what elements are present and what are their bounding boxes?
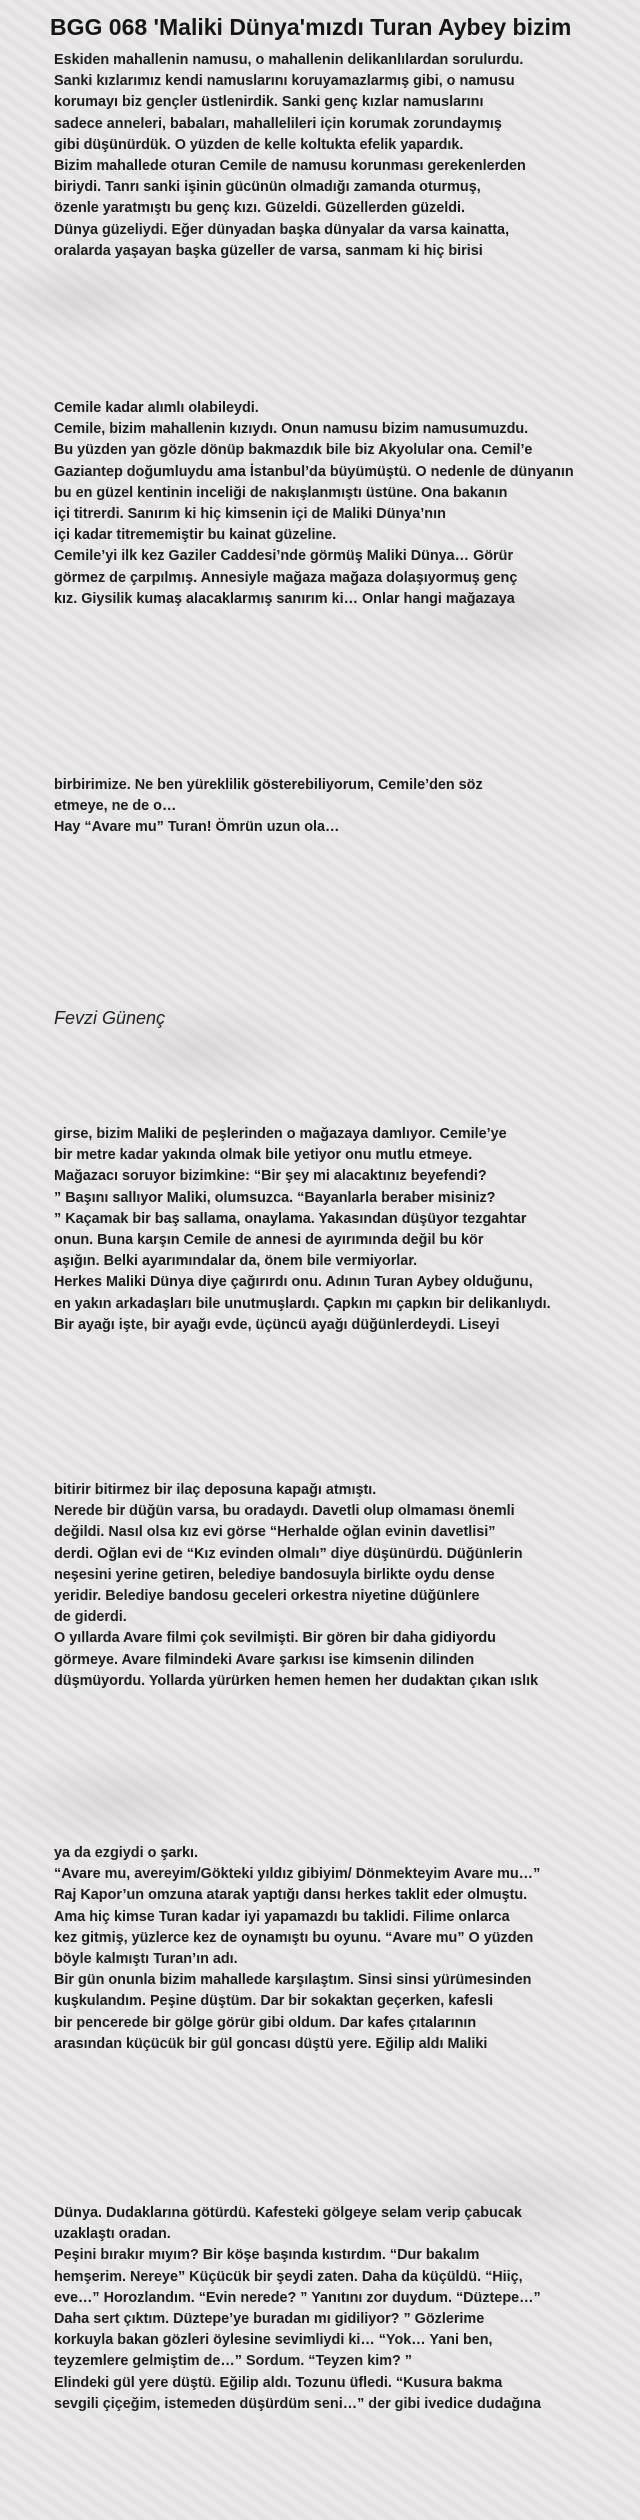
text-line: Nerede bir düğün varsa, bu oradaydı. Davetli olup olmaması önemli xyxy=(54,1503,515,1520)
text-line: O yıllarda Avare filmi çok sevilmişti. Bir gören bir daha gidiyordu xyxy=(54,1630,496,1647)
text-line: Hay “Avare mu” Turan! Ömrün uzun ola… xyxy=(54,819,340,836)
text-line: ” Başını sallıyor Maliki, olumsuzca. “Bayanlarla beraber misiniz? xyxy=(54,1189,496,1206)
text-line: Herkes Maliki Dünya diye çağırırdı onu. Adının Turan Aybey olduğunu, xyxy=(54,1274,533,1291)
text-line: değildi. Nasıl olsa kız evi görse “Herhalde oğlan evinin davetlisi” xyxy=(54,1524,496,1541)
text-line: hemşerim. Nereye” Küçücük bir şeydi zaten. Daha da küçüldü. “Hiiç, xyxy=(54,2268,523,2285)
paragraph-block-4 xyxy=(54,1124,640,1336)
text-line: Bizim mahallede oturan Cemile de namusu korunması gerekenlerden xyxy=(54,157,526,174)
text-line: neşesini yerine getiren, belediye bandosuyla birlikte oydu dense xyxy=(54,1566,495,1583)
text-line: içi titrerdi. Sanırım ki hiç kimsenin içi de Maliki Dünya’nın xyxy=(54,505,446,522)
text-line: böyle kalmıştı Turan’ın adı. xyxy=(54,1950,238,1967)
text-line: Dünya güzeliydi. Eğer dünyadan başka dünyalar da varsa kainatta, xyxy=(54,221,510,238)
article-title: BGG 068 'Maliki Dünya'mızdı Turan Aybey bizim xyxy=(50,14,572,40)
text-line: düşmüyordu. Yollarda yürürken hemen hemen her dudaktan çıkan ıslık xyxy=(54,1672,539,1689)
text-line: Mağazacı soruyor bizimkine: “Bir şey mi alacaktınız beyefendi? xyxy=(54,1168,487,1185)
text-line: Gaziantep doğumluydu ama İstanbul’da büyümüştü. O nedenle de dünyanın xyxy=(54,463,574,480)
text-line: birbirimize. Ne ben yüreklilik gösterebiliyorum, Cemile’den söz xyxy=(54,777,483,793)
text-line: Daha sert çıktım. Düztepe’ye buradan mı gidiliyor? ” Gözlerime xyxy=(54,2310,485,2327)
text-line: uzaklaştı oradan. xyxy=(54,2226,171,2243)
paragraph-block-7 xyxy=(54,2203,640,2415)
text-line: bir metre kadar yakında olmak bile yetiyor onu mutlu etmeye. xyxy=(54,1147,473,1164)
text-line: korumayı biz gençler üstlenirdik. Sanki genç kızlar namuslarını xyxy=(54,94,484,111)
text-line: kız. Giysilik kumaş alacaklarmış sanırım ki… Onlar hangi mağazaya xyxy=(54,590,515,607)
paragraph-block-3 xyxy=(54,775,640,839)
text-line: Bir gün onunla bizim mahallede karşılaştım. Sinsi sinsi yürümesinden xyxy=(54,1972,532,1989)
text-line: korkuyla bakan gözleri öylesine sevimliydi ki… “Yok… Yani ben, xyxy=(54,2332,493,2349)
text-line: Cemile’yi ilk kez Gaziler Caddesi’nde görmüş Maliki Dünya… Görür xyxy=(54,548,514,565)
text-line: Bu yüzden yan gözle dönüp bakmazdık bile biz Akyolular ona. Cemil’e xyxy=(54,442,533,459)
text-line: arasından küçücük bir gül goncası düştü yere. Eğilip aldı Maliki xyxy=(54,2035,488,2052)
text-line: kez gitmiş, yüzlerce kez de oynamıştı bu oyunu. “Avare mu” O yüzden xyxy=(54,1929,534,1946)
text-line: Cemile, bizim mahallenin kızıydı. Onun namusu bizim namusumuzdu. xyxy=(54,421,529,438)
text-line: gibi düşünürdük. O yüzden de kelle koltukta efelik yapardık. xyxy=(54,136,464,153)
text-line: Cemile kadar alımlı olabileydi. xyxy=(54,400,259,416)
text-line: derdi. Oğlan evi de “Kız evinden olmalı” diye düşünürdü. Düğünlerin xyxy=(54,1545,523,1562)
text-line: oralarda yaşayan başka güzeller de varsa, sanmam ki hiç birisi xyxy=(54,242,483,259)
paragraph-block-6 xyxy=(54,1843,640,2055)
text-line: teyzemlere gelmiştim de…” Sordum. “Teyzen kim? ” xyxy=(54,2353,413,2370)
text-line: görmeye. Avare filmindeki Avare şarkısı ise kimsenin dilinden xyxy=(54,1651,475,1668)
author-name: Fevzi Günenç xyxy=(54,1008,166,1028)
text-line: içi kadar titrememiştir bu kainat güzeline. xyxy=(54,527,337,544)
paragraph-block-2 xyxy=(54,398,640,610)
text-line: ya da ezgiydi o şarkı. xyxy=(54,1845,198,1861)
text-line: “Avare mu, avereyim/Gökteki yıldız gibiyim/ Dönmekteyim Avare mu…” xyxy=(54,1866,541,1883)
text-line: görmez de çarpılmış. Annesiyle mağaza mağaza dolaşıyormuş genç xyxy=(54,569,518,586)
text-line: bir pencerede bir gölge görür gibi oldum. Dar kafes çıtalarının xyxy=(54,2014,477,2031)
text-line: Sanki kızlarımız kendi namuslarını koruyamazlarmış gibi, o namusu xyxy=(54,73,515,90)
text-line: ” Kaçamak bir baş sallama, onaylama. Yakasından düşüyor tezgahtar xyxy=(54,1210,527,1227)
text-line: Dünya. Dudaklarına götürdü. Kafesteki gölgeye selam verip çabucak xyxy=(54,2205,522,2221)
text-line: bu en güzel kentinin inceliği de nakışlanmıştı üstüne. Ona bakanın xyxy=(54,484,508,501)
text-line: eve…” Horozlandım. “Evin nerede? ” Yanıtını zor duydum. “Düztepe…” xyxy=(54,2289,541,2306)
text-line: bitirir bitirmez bir ilaç deposuna kapağı atmıştı. xyxy=(54,1482,377,1498)
text-line: Eskiden mahallenin namusu, o mahallenin delikanlılardan sorulurdu. xyxy=(54,52,524,68)
text-line: kuşkulandım. Peşine düştüm. Dar bir sokaktan geçerken, kafesli xyxy=(54,1993,494,2010)
text-line: biriydi. Tanrı sanki işinin gücünün olmadığı zamanda oturmuş, xyxy=(54,179,481,196)
text-line: Raj Kapor’un omzuna atarak yaptığı dansı herkes taklit eder olmuştu. xyxy=(54,1887,528,1904)
text-line: onun. Buna karşın Cemile de annesi de ayırımında değil bu kör xyxy=(54,1231,484,1248)
text-line: girse, bizim Maliki de peşlerinden o mağazaya damlıyor. Cemile’ye xyxy=(54,1126,507,1142)
text-line: aşığın. Belki ayarımındalar da, önem bile vermiyorlar. xyxy=(54,1253,418,1270)
text-line: Bir ayağı işte, bir ayağı evde, üçüncü ayağı düğünlerdeydi. Liseyi xyxy=(54,1316,500,1333)
paragraph-block-1 xyxy=(54,50,640,262)
text-line: etmeye, ne de o… xyxy=(54,798,177,815)
text-line: Elindeki gül yere düştü. Eğilip aldı. Tozunu üfledi. “Kusura bakma xyxy=(54,2374,503,2391)
text-line: sevgili çiçeğim, istemeden düşürdüm seni…” der gibi ivedice dudağına xyxy=(54,2395,542,2412)
text-line: sadece anneleri, babaları, mahallelileri için korumak zorundaymış xyxy=(54,115,502,132)
text-line: de giderdi. xyxy=(54,1609,127,1626)
text-line: yeridir. Belediye bandosu geceleri orkestra niyetine düğünlere xyxy=(54,1587,480,1604)
text-line: Ama hiç kimse Turan kadar iyi yapamazdı bu taklidi. Filime onlarca xyxy=(54,1908,510,1925)
text-line: en yakın arkadaşları bile unutmuşlardı. Çapkın mı çapkın bir delikanlıydı. xyxy=(54,1295,551,1312)
text-line: özenle yaratmıştı bu genç kızı. Güzeldi. Güzellerden güzeldi. xyxy=(54,200,466,217)
text-line: Peşini bırakır mıyım? Bir köşe başında kıstırdım. “Dur bakalım xyxy=(54,2247,480,2264)
paragraph-block-5 xyxy=(54,1480,640,1692)
